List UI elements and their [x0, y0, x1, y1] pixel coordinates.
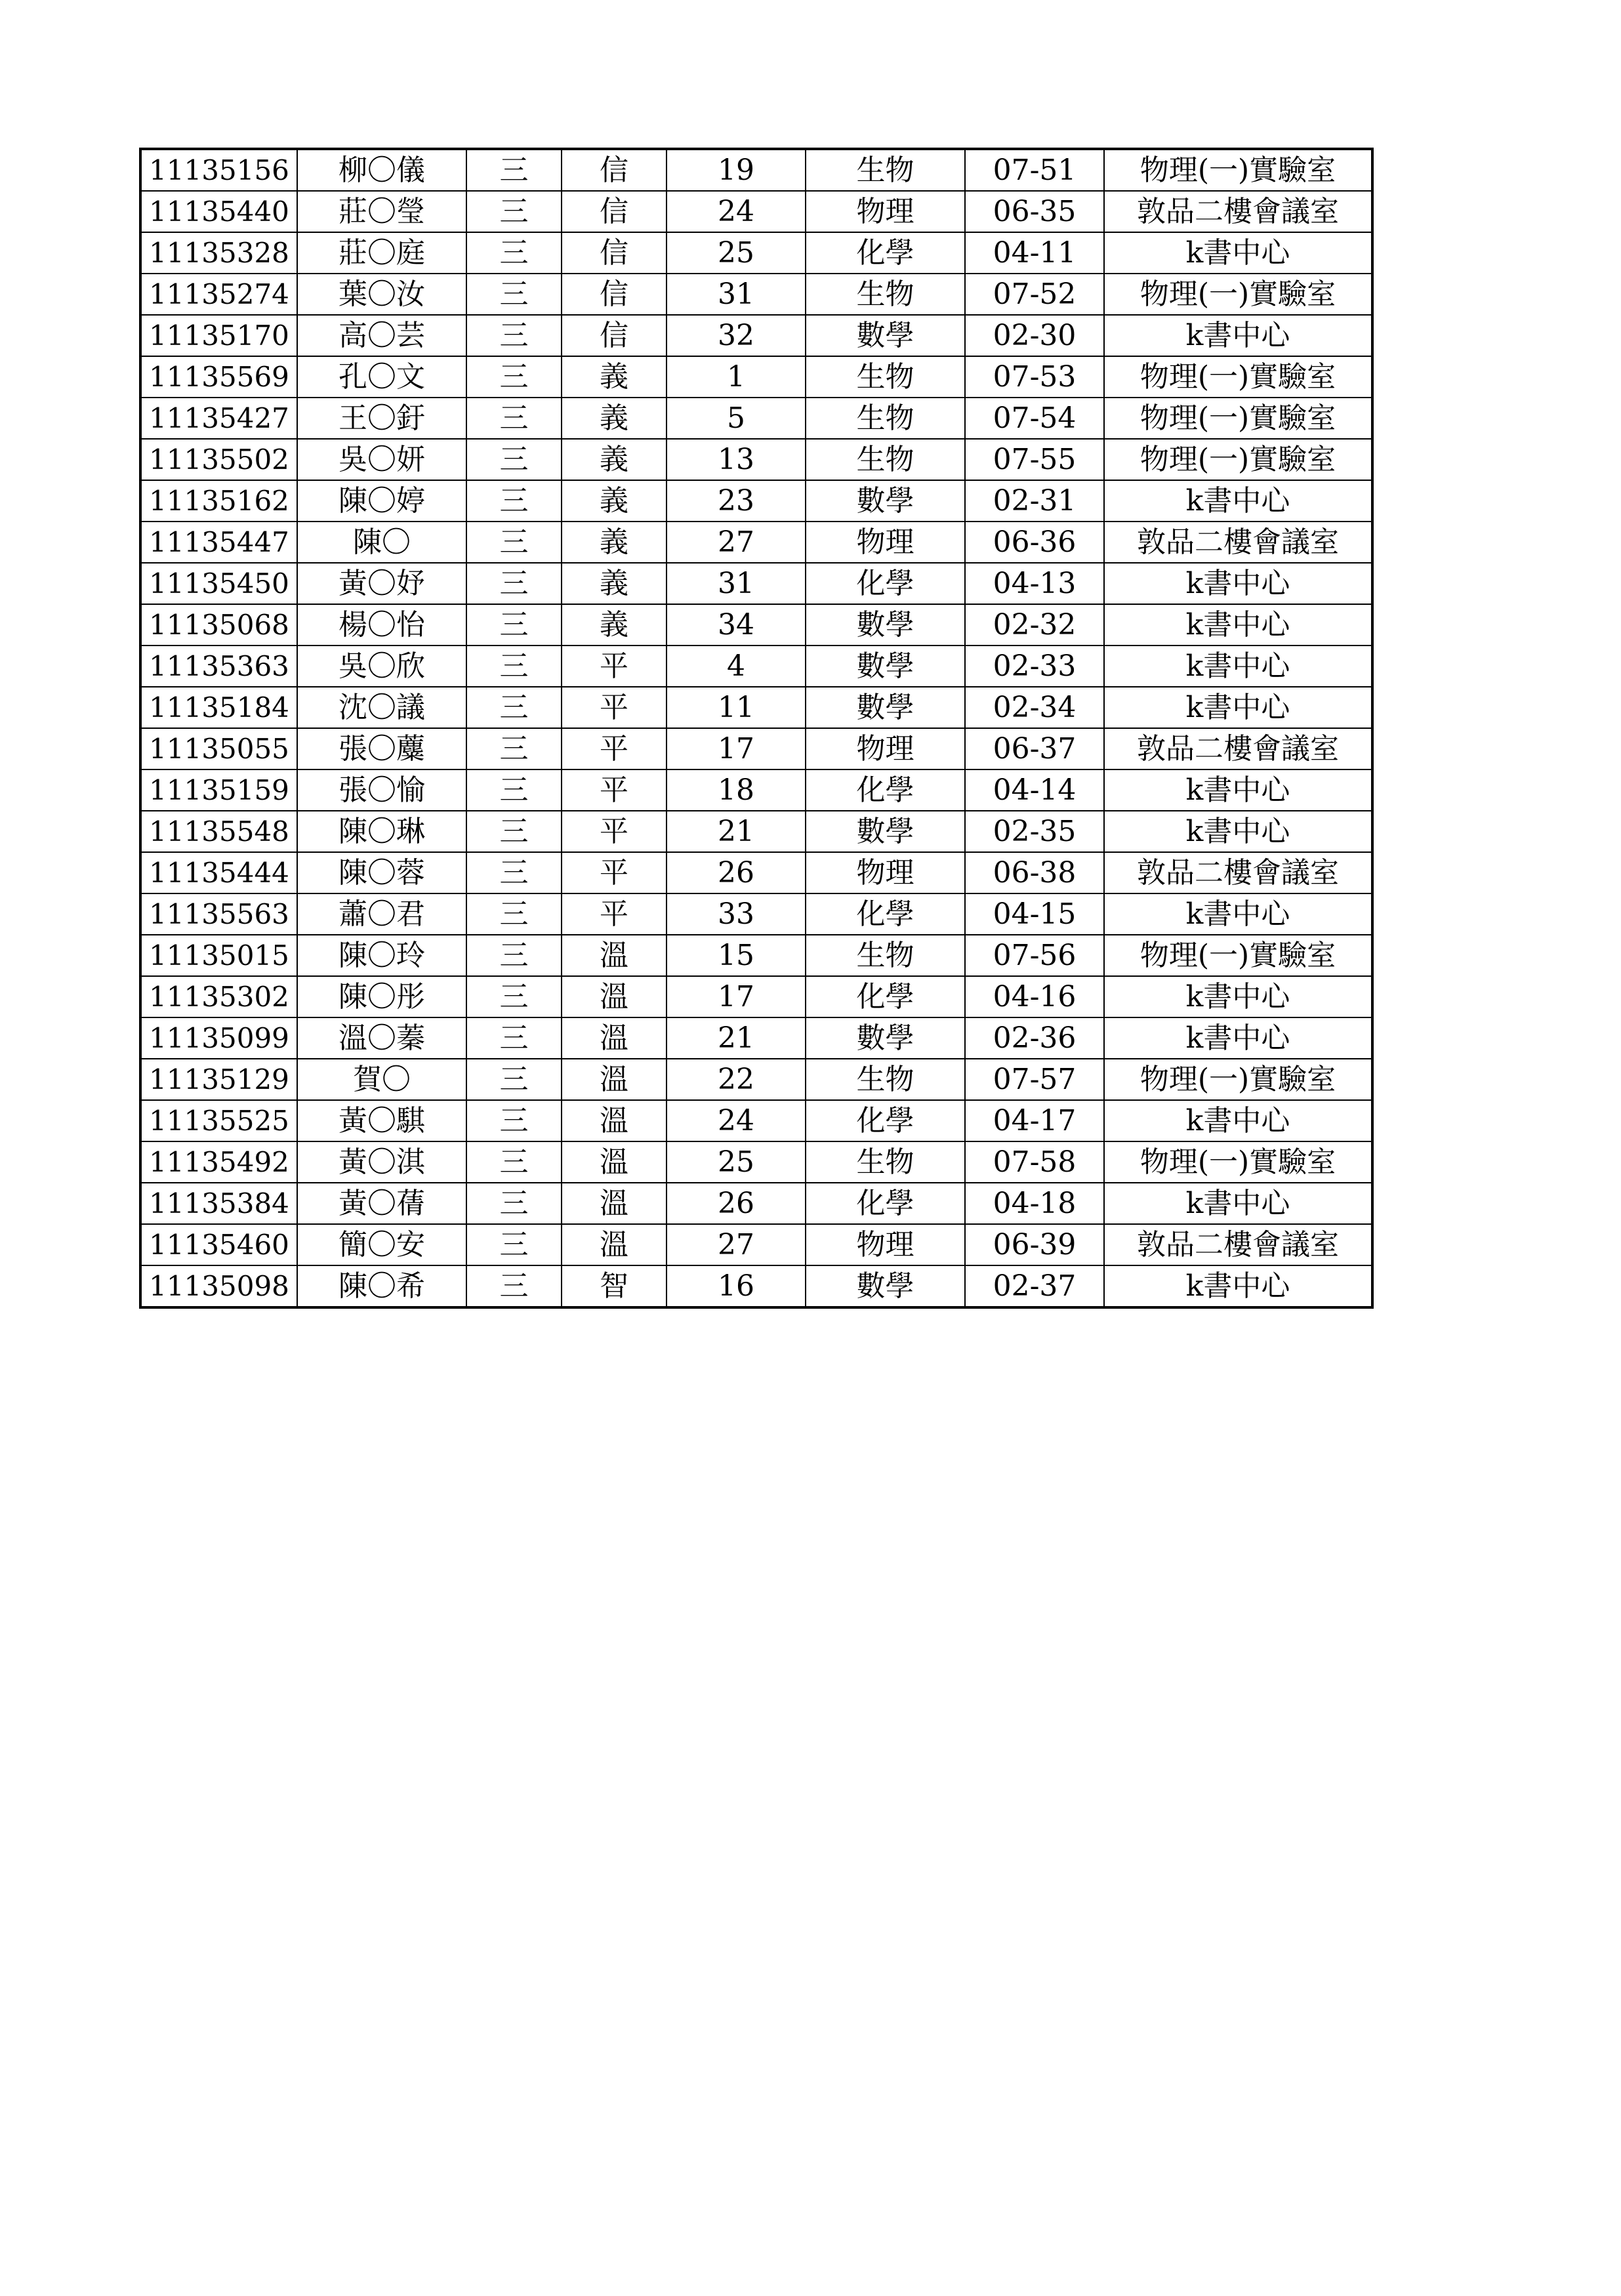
student-id-cell: 11135563 — [140, 893, 297, 935]
class-cell: 平 — [562, 811, 667, 852]
subject-cell: 生物 — [806, 935, 965, 976]
student-id-cell: 11135447 — [140, 522, 297, 563]
room-cell: k書中心 — [1104, 563, 1372, 604]
class-cell: 平 — [562, 687, 667, 728]
exam-seat-cell: 06-37 — [965, 728, 1104, 769]
subject-cell: 生物 — [806, 356, 965, 398]
class-cell: 信 — [562, 149, 667, 191]
grade-cell: 三 — [466, 356, 562, 398]
class-cell: 平 — [562, 646, 667, 687]
room-cell: k書中心 — [1104, 769, 1372, 811]
exam-seat-cell: 04-18 — [965, 1183, 1104, 1224]
student-id-cell: 11135098 — [140, 1265, 297, 1307]
grade-cell: 三 — [466, 604, 562, 646]
class-cell: 溫 — [562, 976, 667, 1017]
class-cell: 義 — [562, 439, 667, 480]
subject-cell: 生物 — [806, 398, 965, 439]
grade-cell: 三 — [466, 646, 562, 687]
student-id-cell: 11135015 — [140, 935, 297, 976]
student-name-cell: 陳〇彤 — [297, 976, 466, 1017]
seat-number-cell: 34 — [667, 604, 806, 646]
grade-cell: 三 — [466, 935, 562, 976]
seat-number-cell: 27 — [667, 1224, 806, 1265]
class-cell: 義 — [562, 522, 667, 563]
seat-number-cell: 27 — [667, 522, 806, 563]
student-name-cell: 黃〇妤 — [297, 563, 466, 604]
exam-seat-cell: 04-13 — [965, 563, 1104, 604]
exam-seat-cell: 02-32 — [965, 604, 1104, 646]
table-row — [140, 1265, 1372, 1307]
grade-cell: 三 — [466, 480, 562, 522]
room-cell: k書中心 — [1104, 1017, 1372, 1059]
subject-cell: 生物 — [806, 1141, 965, 1183]
subject-cell: 數學 — [806, 1265, 965, 1307]
class-cell: 義 — [562, 480, 667, 522]
exam-seat-cell: 02-31 — [965, 480, 1104, 522]
table-row — [140, 1100, 1372, 1141]
room-cell: 敦品二樓會議室 — [1104, 852, 1372, 893]
subject-cell: 物理 — [806, 852, 965, 893]
exam-seat-cell: 07-53 — [965, 356, 1104, 398]
table-row — [140, 191, 1372, 232]
seat-number-cell: 22 — [667, 1059, 806, 1100]
subject-cell: 化學 — [806, 1100, 965, 1141]
exam-seat-cell: 04-15 — [965, 893, 1104, 935]
student-name-cell: 黃〇蒨 — [297, 1183, 466, 1224]
exam-seat-cell: 04-16 — [965, 976, 1104, 1017]
subject-cell: 化學 — [806, 893, 965, 935]
student-id-cell: 11135525 — [140, 1100, 297, 1141]
subject-cell: 生物 — [806, 149, 965, 191]
table-row — [140, 1059, 1372, 1100]
grade-cell: 三 — [466, 1265, 562, 1307]
subject-cell: 數學 — [806, 315, 965, 356]
student-id-cell: 11135302 — [140, 976, 297, 1017]
student-id-cell: 11135274 — [140, 274, 297, 315]
grade-cell: 三 — [466, 728, 562, 769]
seat-number-cell: 31 — [667, 274, 806, 315]
table-row — [140, 687, 1372, 728]
class-cell: 信 — [562, 232, 667, 274]
table-row — [140, 728, 1372, 769]
table-row — [140, 811, 1372, 852]
exam-seat-cell: 07-55 — [965, 439, 1104, 480]
student-id-cell: 11135162 — [140, 480, 297, 522]
seat-number-cell: 17 — [667, 728, 806, 769]
grade-cell: 三 — [466, 232, 562, 274]
room-cell: 物理(一)實驗室 — [1104, 274, 1372, 315]
grade-cell: 三 — [466, 563, 562, 604]
student-name-cell: 賀〇 — [297, 1059, 466, 1100]
room-cell: 物理(一)實驗室 — [1104, 935, 1372, 976]
student-id-cell: 11135427 — [140, 398, 297, 439]
student-name-cell: 陳〇 — [297, 522, 466, 563]
room-cell: k書中心 — [1104, 976, 1372, 1017]
subject-cell: 生物 — [806, 439, 965, 480]
grade-cell: 三 — [466, 893, 562, 935]
exam-seat-cell: 02-33 — [965, 646, 1104, 687]
grade-cell: 三 — [466, 1100, 562, 1141]
student-room-table — [139, 148, 1374, 1309]
exam-seat-cell: 07-56 — [965, 935, 1104, 976]
table-body — [140, 149, 1372, 1307]
table-row — [140, 439, 1372, 480]
room-cell: k書中心 — [1104, 315, 1372, 356]
table-row — [140, 935, 1372, 976]
student-id-cell: 11135502 — [140, 439, 297, 480]
room-cell: k書中心 — [1104, 232, 1372, 274]
table-row — [140, 149, 1372, 191]
grade-cell: 三 — [466, 439, 562, 480]
table-row — [140, 1017, 1372, 1059]
room-cell: 敦品二樓會議室 — [1104, 522, 1372, 563]
seat-number-cell: 19 — [667, 149, 806, 191]
student-id-cell: 11135170 — [140, 315, 297, 356]
grade-cell: 三 — [466, 191, 562, 232]
table-row — [140, 232, 1372, 274]
student-name-cell: 莊〇庭 — [297, 232, 466, 274]
class-cell: 信 — [562, 274, 667, 315]
exam-seat-cell: 07-58 — [965, 1141, 1104, 1183]
table-row — [140, 646, 1372, 687]
table-row — [140, 480, 1372, 522]
seat-number-cell: 33 — [667, 893, 806, 935]
class-cell: 義 — [562, 398, 667, 439]
exam-seat-cell: 06-35 — [965, 191, 1104, 232]
grade-cell: 三 — [466, 522, 562, 563]
table-row — [140, 563, 1372, 604]
exam-seat-cell: 07-54 — [965, 398, 1104, 439]
student-name-cell: 黃〇騏 — [297, 1100, 466, 1141]
table-row — [140, 976, 1372, 1017]
subject-cell: 生物 — [806, 274, 965, 315]
student-id-cell: 11135363 — [140, 646, 297, 687]
student-id-cell: 11135444 — [140, 852, 297, 893]
class-cell: 溫 — [562, 1141, 667, 1183]
class-cell: 義 — [562, 356, 667, 398]
exam-seat-cell: 02-30 — [965, 315, 1104, 356]
seat-number-cell: 18 — [667, 769, 806, 811]
table-row — [140, 769, 1372, 811]
exam-seat-cell: 02-34 — [965, 687, 1104, 728]
subject-cell: 數學 — [806, 646, 965, 687]
grade-cell: 三 — [466, 852, 562, 893]
grade-cell: 三 — [466, 1017, 562, 1059]
student-id-cell: 11135159 — [140, 769, 297, 811]
table-row — [140, 274, 1372, 315]
student-name-cell: 陳〇蓉 — [297, 852, 466, 893]
seat-number-cell: 17 — [667, 976, 806, 1017]
seat-number-cell: 21 — [667, 1017, 806, 1059]
subject-cell: 數學 — [806, 687, 965, 728]
table-row — [140, 522, 1372, 563]
subject-cell: 數學 — [806, 811, 965, 852]
student-id-cell: 11135156 — [140, 149, 297, 191]
class-cell: 溫 — [562, 1100, 667, 1141]
exam-seat-cell: 02-36 — [965, 1017, 1104, 1059]
class-cell: 平 — [562, 852, 667, 893]
subject-cell: 化學 — [806, 976, 965, 1017]
student-id-cell: 11135450 — [140, 563, 297, 604]
room-cell: k書中心 — [1104, 1265, 1372, 1307]
student-name-cell: 楊〇怡 — [297, 604, 466, 646]
class-cell: 平 — [562, 728, 667, 769]
subject-cell: 物理 — [806, 728, 965, 769]
grade-cell: 三 — [466, 976, 562, 1017]
room-cell: k書中心 — [1104, 893, 1372, 935]
student-name-cell: 陳〇琳 — [297, 811, 466, 852]
seat-number-cell: 32 — [667, 315, 806, 356]
grade-cell: 三 — [466, 687, 562, 728]
exam-seat-cell: 06-39 — [965, 1224, 1104, 1265]
subject-cell: 生物 — [806, 1059, 965, 1100]
student-name-cell: 張〇蘪 — [297, 728, 466, 769]
student-id-cell: 11135068 — [140, 604, 297, 646]
student-name-cell: 陳〇希 — [297, 1265, 466, 1307]
seat-number-cell: 24 — [667, 1100, 806, 1141]
room-cell: 物理(一)實驗室 — [1104, 439, 1372, 480]
class-cell: 溫 — [562, 1183, 667, 1224]
student-name-cell: 陳〇婷 — [297, 480, 466, 522]
room-cell: k書中心 — [1104, 811, 1372, 852]
student-id-cell: 11135440 — [140, 191, 297, 232]
exam-seat-cell: 04-14 — [965, 769, 1104, 811]
room-cell: 敦品二樓會議室 — [1104, 728, 1372, 769]
exam-seat-cell: 04-11 — [965, 232, 1104, 274]
class-cell: 平 — [562, 769, 667, 811]
seat-number-cell: 16 — [667, 1265, 806, 1307]
student-id-cell: 11135099 — [140, 1017, 297, 1059]
subject-cell: 化學 — [806, 1183, 965, 1224]
room-cell: 敦品二樓會議室 — [1104, 191, 1372, 232]
class-cell: 信 — [562, 191, 667, 232]
grade-cell: 三 — [466, 1183, 562, 1224]
student-name-cell: 沈〇議 — [297, 687, 466, 728]
table-row — [140, 604, 1372, 646]
subject-cell: 數學 — [806, 1017, 965, 1059]
grade-cell: 三 — [466, 398, 562, 439]
student-id-cell: 11135184 — [140, 687, 297, 728]
student-id-cell: 11135569 — [140, 356, 297, 398]
subject-cell: 物理 — [806, 522, 965, 563]
seat-number-cell: 31 — [667, 563, 806, 604]
seat-number-cell: 24 — [667, 191, 806, 232]
grade-cell: 三 — [466, 811, 562, 852]
student-name-cell: 張〇愉 — [297, 769, 466, 811]
seat-number-cell: 25 — [667, 1141, 806, 1183]
room-cell: k書中心 — [1104, 1100, 1372, 1141]
table-row — [140, 398, 1372, 439]
student-name-cell: 王〇釪 — [297, 398, 466, 439]
student-name-cell: 蕭〇君 — [297, 893, 466, 935]
subject-cell: 物理 — [806, 191, 965, 232]
grade-cell: 三 — [466, 274, 562, 315]
grade-cell: 三 — [466, 1141, 562, 1183]
room-cell: 敦品二樓會議室 — [1104, 1224, 1372, 1265]
seat-number-cell: 4 — [667, 646, 806, 687]
seat-number-cell: 5 — [667, 398, 806, 439]
subject-cell: 化學 — [806, 563, 965, 604]
room-cell: k書中心 — [1104, 604, 1372, 646]
grade-cell: 三 — [466, 315, 562, 356]
table-row — [140, 893, 1372, 935]
seat-number-cell: 25 — [667, 232, 806, 274]
grade-cell: 三 — [466, 149, 562, 191]
exam-seat-cell: 02-37 — [965, 1265, 1104, 1307]
room-cell: k書中心 — [1104, 646, 1372, 687]
room-cell: k書中心 — [1104, 480, 1372, 522]
student-id-cell: 11135328 — [140, 232, 297, 274]
student-name-cell: 陳〇玲 — [297, 935, 466, 976]
room-cell: 物理(一)實驗室 — [1104, 1059, 1372, 1100]
exam-seat-cell: 07-51 — [965, 149, 1104, 191]
seat-number-cell: 26 — [667, 852, 806, 893]
room-cell: 物理(一)實驗室 — [1104, 1141, 1372, 1183]
class-cell: 溫 — [562, 1017, 667, 1059]
grade-cell: 三 — [466, 1059, 562, 1100]
seat-number-cell: 15 — [667, 935, 806, 976]
seat-number-cell: 1 — [667, 356, 806, 398]
table-row — [140, 1224, 1372, 1265]
subject-cell: 數學 — [806, 604, 965, 646]
table-row — [140, 852, 1372, 893]
subject-cell: 數學 — [806, 480, 965, 522]
student-name-cell: 柳〇儀 — [297, 149, 466, 191]
student-name-cell: 葉〇汝 — [297, 274, 466, 315]
student-name-cell: 溫〇蓁 — [297, 1017, 466, 1059]
subject-cell: 物理 — [806, 1224, 965, 1265]
seat-number-cell: 21 — [667, 811, 806, 852]
exam-seat-cell: 06-36 — [965, 522, 1104, 563]
grade-cell: 三 — [466, 769, 562, 811]
exam-seat-cell: 07-57 — [965, 1059, 1104, 1100]
student-name-cell: 吳〇妍 — [297, 439, 466, 480]
seat-number-cell: 11 — [667, 687, 806, 728]
exam-seat-cell: 06-38 — [965, 852, 1104, 893]
class-cell: 義 — [562, 604, 667, 646]
student-id-cell: 11135460 — [140, 1224, 297, 1265]
student-id-cell: 11135548 — [140, 811, 297, 852]
table-row — [140, 315, 1372, 356]
student-id-cell: 11135384 — [140, 1183, 297, 1224]
seat-number-cell: 13 — [667, 439, 806, 480]
exam-seat-cell: 04-17 — [965, 1100, 1104, 1141]
student-name-cell: 黃〇淇 — [297, 1141, 466, 1183]
student-name-cell: 吳〇欣 — [297, 646, 466, 687]
room-cell: 物理(一)實驗室 — [1104, 398, 1372, 439]
student-name-cell: 莊〇瑩 — [297, 191, 466, 232]
grade-cell: 三 — [466, 1224, 562, 1265]
subject-cell: 化學 — [806, 769, 965, 811]
student-id-cell: 11135129 — [140, 1059, 297, 1100]
seat-number-cell: 26 — [667, 1183, 806, 1224]
table-row — [140, 1183, 1372, 1224]
subject-cell: 化學 — [806, 232, 965, 274]
class-cell: 平 — [562, 893, 667, 935]
table-row — [140, 1141, 1372, 1183]
class-cell: 智 — [562, 1265, 667, 1307]
student-id-cell: 11135492 — [140, 1141, 297, 1183]
exam-seat-cell: 02-35 — [965, 811, 1104, 852]
class-cell: 信 — [562, 315, 667, 356]
class-cell: 溫 — [562, 1224, 667, 1265]
student-name-cell: 簡〇安 — [297, 1224, 466, 1265]
table-row — [140, 356, 1372, 398]
room-cell: 物理(一)實驗室 — [1104, 149, 1372, 191]
student-id-cell: 11135055 — [140, 728, 297, 769]
seat-number-cell: 23 — [667, 480, 806, 522]
class-cell: 溫 — [562, 935, 667, 976]
student-name-cell: 孔〇文 — [297, 356, 466, 398]
room-cell: 物理(一)實驗室 — [1104, 356, 1372, 398]
exam-seat-cell: 07-52 — [965, 274, 1104, 315]
class-cell: 溫 — [562, 1059, 667, 1100]
room-cell: k書中心 — [1104, 687, 1372, 728]
student-name-cell: 高〇芸 — [297, 315, 466, 356]
class-cell: 義 — [562, 563, 667, 604]
room-cell: k書中心 — [1104, 1183, 1372, 1224]
